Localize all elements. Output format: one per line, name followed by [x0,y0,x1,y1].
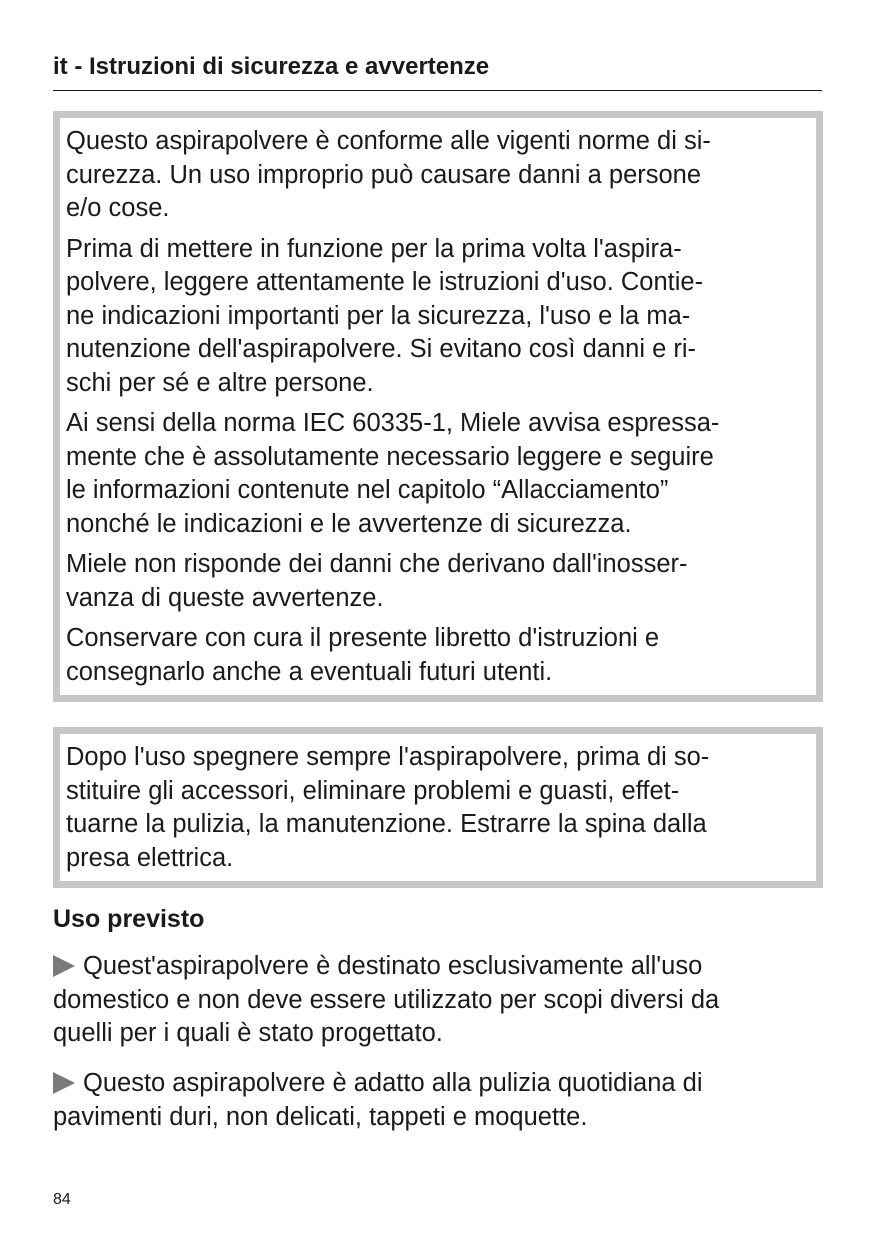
bullet-item [53,1067,833,1134]
arrow-icon [53,955,75,977]
bullet-text: Quest'aspirapolvere è destinato esclusivamente all'uso domestico e non deve essere utilizzato per scopi diversi da quelli per i quali è stato progettato. [53,952,720,1047]
safety-paragraph: Ai sensi della norma IEC 60335-1, Miele avvisa espressa- mente che è assolutamente necessario leggere e seguire le informazioni contenute nel capitolo “Allacciamento” nonché le indicazioni e le avvertenze di sicurezza. [66,409,720,538]
arrow-icon [53,1072,75,1094]
page-number: 84 [53,1191,71,1208]
safety-paragraph: Prima di mettere in funzione per la prima volta l'aspira- polvere, leggere attentamente le istruzioni d'uso. Contie- ne indicazioni importanti per la sicurezza, l'uso e la ma- nutenzione dell'aspirapolvere. Si evitano così danni e ri- schi per sé e altre persone. [66,234,704,397]
safety-paragraph: Miele non risponde dei danni che derivano dall'inosser- vanza di queste avvertenze. [66,550,688,612]
safety-paragraph: Questo aspirapolvere è conforme alle vigenti norme di si- curezza. Un uso improprio può causare danni a persone e/o cose. [66,127,711,222]
page-header [53,52,822,91]
safety-notice-box [53,111,823,702]
warning-paragraph: Dopo l'uso spegnere sempre l'aspirapolvere, prima di so- stituire gli accessori, eliminare problemi e guasti, effet- tuarne la pulizia, la manutenzione. Estrarre la spina dalla presa elettrica. [66,743,710,872]
page-title: it - Istruzioni di sicurezza e avvertenze [53,53,490,80]
bullet-item [53,950,833,1051]
warning-notice-box [53,727,823,888]
bullet-text: Questo aspirapolvere è adatto alla pulizia quotidiana di pavimenti duri, non delicati, tappeti e moquette. [53,1069,703,1131]
safety-paragraph: Conservare con cura il presente libretto d'istruzioni e consegnarlo anche a eventuali futuri utenti. [66,624,660,686]
section-heading: Uso previsto [53,905,205,933]
